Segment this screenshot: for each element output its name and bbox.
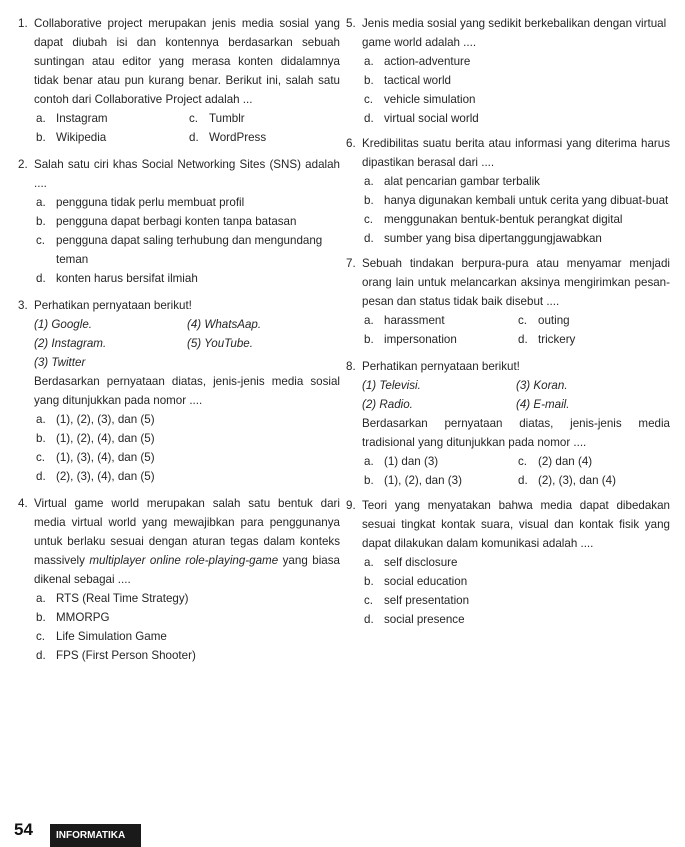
option-d[interactable]: d. konten harus bersifat ilmiah [36,272,198,285]
option-a[interactable]: a. (1) dan (3) [364,455,439,468]
question-number: 3. [18,299,28,312]
option-d[interactable]: d. social presence [364,613,465,626]
page-footer [0,818,685,845]
option-a[interactable]: a. RTS (Real Time Strategy) [36,592,189,605]
option-c[interactable]: c. outing [518,314,570,327]
question-7 [346,254,670,349]
option-b[interactable]: b. (1), (2), (4), dan (5) [36,432,155,445]
option-d[interactable]: d. WordPress [189,131,267,144]
subject-label: INFORMATIKA [50,824,141,847]
statement-row: (1) Google. (4) WhatsAap. [34,318,262,331]
option-b[interactable]: b. MMORPG [36,611,110,624]
question-number: 9. [346,499,356,512]
question-stem-continued: Berdasarkan pernyataan diatas, jenis-jenis media sosial yang ditunjukkan pada nomor .... [34,375,340,407]
option-b[interactable]: b. impersonation [364,333,457,346]
question-stem: Virtual game world merupakan salah satu bentuk dari media virtual world yang mewajibkan para penggunanya untuk berlaku sesuai dengan aturan tegas dalam konteks massively multiplayer online role-playing-game yang biasa dikenal sebagai .... [34,497,340,586]
statement-row: (2) Radio. (4) E-mail. [362,398,570,411]
question-9 [346,496,670,629]
option-d[interactable]: d. FPS (First Person Shooter) [36,649,196,662]
option-a[interactable]: a. self disclosure [364,556,458,569]
option-c[interactable]: c. (1), (3), (4), dan (5) [36,451,155,464]
option-d[interactable]: d. virtual social world [364,112,479,125]
option-c[interactable]: c. self presentation [364,594,470,607]
question-stem: Kredibilitas suatu berita atau informasi yang diterima harus dipastikan berasal dari .... [362,137,670,169]
question-3 [18,296,340,486]
option-b[interactable]: b. tactical world [364,74,452,87]
option-c[interactable]: c. (2) dan (4) [518,455,593,468]
option-a[interactable]: a. pengguna tidak perlu membuat profil [36,196,245,209]
option-a[interactable]: a. harassment [364,314,445,327]
question-number: 1. [18,17,28,30]
option-a[interactable]: a. (1), (2), (3), dan (5) [36,413,155,426]
option-c[interactable]: c. menggunakan bentuk-bentuk perangkat digital [364,213,623,226]
question-stem: Salah satu ciri khas Social Networking Sites (SNS) adalah .... [34,158,340,190]
option-d[interactable]: d. trickery [518,333,576,346]
question-stem: Sebuah tindakan berpura-pura atau menyamar menjadi orang lain untuk melancarkan aksinya mengirimkan pesan-pesan dan status tidak baik disebut .... [362,257,670,308]
option-b[interactable]: b. (1), (2), dan (3) [364,474,462,487]
question-8 [346,357,670,490]
question-number: 5. [346,17,356,30]
question-5 [346,14,670,128]
statement-row: (1) Televisi. (3) Koran. [362,379,568,392]
option-c[interactable]: c. vehicle simulation [364,93,476,106]
question-number: 4. [18,497,28,510]
question-number: 7. [346,257,356,270]
question-6 [346,134,670,248]
question-2 [18,155,340,288]
question-4 [18,494,340,665]
option-a[interactable]: a. action-adventure [364,55,471,68]
question-1 [18,14,340,147]
option-b[interactable]: b. Wikipedia [36,131,107,144]
question-stem: Perhatikan pernyataan berikut! [34,299,192,312]
option-c[interactable]: c. Tumblr [189,112,245,125]
option-c[interactable]: c. Life Simulation Game [36,630,167,643]
right-column [346,14,670,629]
statement-row: (2) Instagram. (5) YouTube. [34,337,253,350]
option-b[interactable]: b. social education [364,575,468,588]
question-stem: Collaborative project merupakan jenis media sosial yang dapat diubah isi dan kontennya berdasarkan sebuah suntingan atau editor yang merasa konten didalamnya tidak benar atau pun kurang benar. Berikut ini, salah satu contoh dari Collaborative Project adalah ... [34,17,340,106]
question-stem: Jenis media sosial yang sedikit berkebalikan dengan virtual game world adalah .... [362,17,667,49]
option-d[interactable]: d. (2), (3), (4), dan (5) [36,470,155,483]
question-stem-continued: Berdasarkan pernyataan diatas, jenis-jenis media tradisional yang ditunjukkan pada nomor .... [362,417,670,449]
question-stem: Teori yang menyatakan bahwa media dapat dibedakan sesuai tingkat kontak suara, visual dan kontak fisik yang dapat dilakukan dalam komunikasi adalah .... [362,499,670,550]
option-d[interactable]: d. sumber yang bisa dipertanggungjawabkan [364,232,602,245]
option-c[interactable]: c. pengguna dapat saling terhubung dan mengundang teman [36,234,323,266]
question-stem: Perhatikan pernyataan berikut! [362,360,520,373]
option-a[interactable]: a. Instagram [36,112,108,125]
question-number: 6. [346,137,356,150]
option-b[interactable]: b. hanya digunakan kembali untuk cerita yang dibuat-buat [364,194,669,207]
option-b[interactable]: b. pengguna dapat berbagi konten tanpa batasan [36,215,297,228]
question-number: 8. [346,360,356,373]
page-number: 54 [14,820,33,839]
option-d[interactable]: d. (2), (3), dan (4) [518,474,616,487]
question-number: 2. [18,158,28,171]
statement-row: (3) Twitter [34,356,86,369]
left-column [18,14,340,665]
option-a[interactable]: a. alat pencarian gambar terbalik [364,175,540,188]
